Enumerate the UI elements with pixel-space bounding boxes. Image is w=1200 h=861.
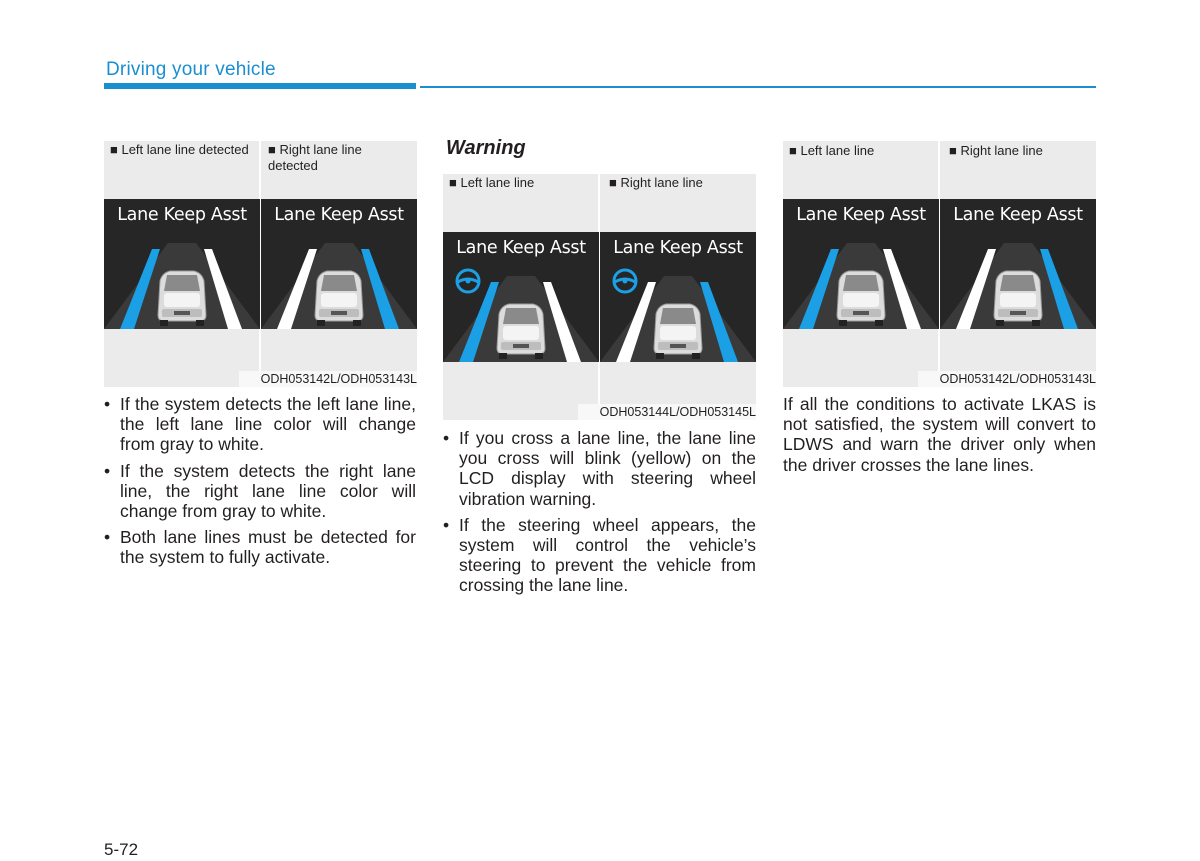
- column1-bullets: [104, 394, 416, 574]
- figure-code: ODH053142L/ODH053143L: [918, 371, 1096, 387]
- lcd-right-lane-detected: [261, 199, 417, 329]
- car-icon: [837, 271, 885, 326]
- lcd-left-lane-ldws: [783, 199, 939, 329]
- figure-left-caption: ■ Left lane line: [789, 143, 875, 158]
- lcd-left-lane-warning: [443, 232, 599, 362]
- figure-right-caption: ■ Right lane line: [609, 175, 703, 190]
- figure-lane-detected: [104, 141, 417, 387]
- car-icon: [994, 271, 1042, 326]
- header-rule-thick: [104, 83, 416, 89]
- figure-code: ODH053144L/ODH053145L: [578, 404, 756, 420]
- ldws-paragraph: If all the conditions to activate LKAS is not satisfied, the system will convert to LDWS and warn the driver only when the driver crosses the lane lines.: [783, 394, 1096, 475]
- lcd-title: Lane Keep Asst: [274, 205, 404, 225]
- lcd-title: Lane Keep Asst: [456, 238, 586, 258]
- list-item: • If you cross a lane line, the lane line you cross will blink (yellow) on the LCD display with steering wheel vibration warning.: [443, 428, 756, 509]
- lcd-right-lane-warning: [600, 232, 756, 362]
- figure-right-caption: ■ Right lane line: [949, 143, 1043, 158]
- figure-lane-warning: [443, 174, 756, 420]
- steering-wheel-icon: [457, 270, 479, 292]
- lcd-right-lane-ldws: [940, 199, 1096, 329]
- header-rule-thin: [420, 86, 1096, 88]
- figure-code: ODH053142L/ODH053143L: [239, 371, 417, 387]
- list-item: • If the system detects the left lane line, the left lane line color will change from gray to white.: [104, 394, 416, 455]
- figure-lane-ldws: [783, 141, 1096, 387]
- page-number: 5-72: [104, 840, 139, 859]
- car-icon: [497, 304, 545, 359]
- lcd-title: Lane Keep Asst: [796, 205, 926, 225]
- warning-heading: Warning: [446, 137, 526, 159]
- lcd-title: Lane Keep Asst: [117, 205, 247, 225]
- car-icon: [654, 304, 702, 359]
- figure-left-caption: ■ Left lane line detected: [110, 142, 249, 157]
- lcd-title: Lane Keep Asst: [613, 238, 743, 258]
- warning-bullets: [443, 428, 756, 602]
- figure-right-caption: ■ Right lane line detected: [268, 142, 362, 173]
- car-icon: [315, 271, 363, 326]
- car-icon: [158, 271, 206, 326]
- lcd-title: Lane Keep Asst: [953, 205, 1083, 225]
- list-item: • If the system detects the right lane line, the right lane line color will change from gray to white.: [104, 460, 416, 522]
- list-item: • If the steering wheel appears, the system will control the vehicle’s steering to prevent the vehicle from crossing the lane line.: [443, 514, 756, 596]
- figure-left-caption: ■ Left lane line: [449, 175, 535, 190]
- steering-wheel-icon: [614, 270, 636, 292]
- lcd-left-lane-detected: [104, 199, 260, 329]
- list-item: • Both lane lines must be detected for the system to fully activate.: [104, 527, 416, 568]
- section-title: Driving your vehicle: [106, 59, 276, 80]
